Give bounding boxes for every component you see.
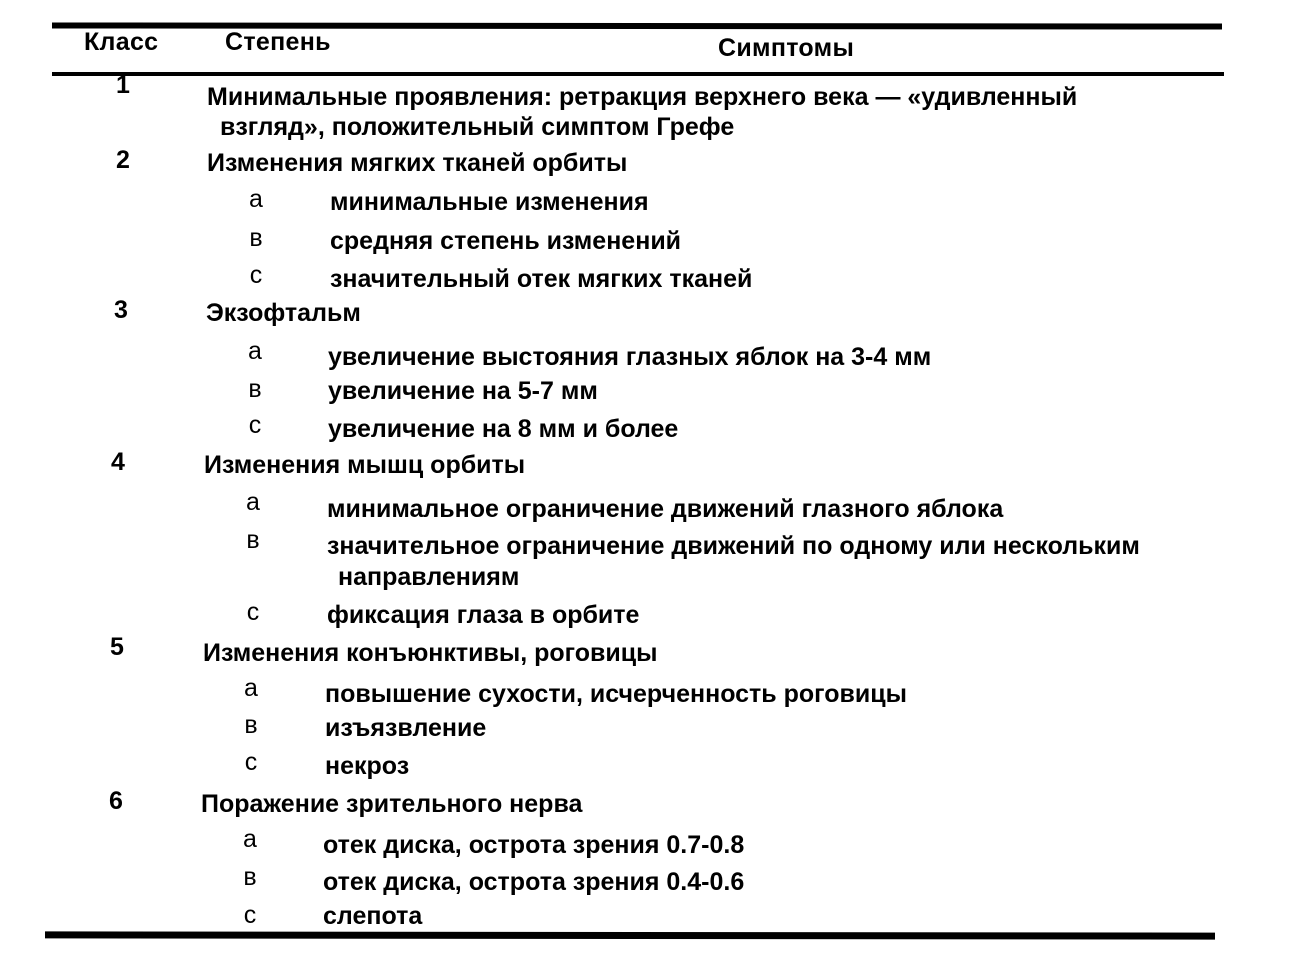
class-description: Изменения конъюнктивы, роговицы: [203, 639, 658, 667]
degree-description: слепота: [323, 902, 423, 930]
table-bottom-rule: [45, 931, 1215, 939]
degree-description: увеличение выстояния глазных яблок на 3-4 мм: [328, 343, 932, 371]
class-number: 5: [110, 633, 124, 661]
class-description: Поражение зрительного нерва: [201, 790, 583, 818]
degree-description: значительное ограничение движений по одному или нескольким: [327, 532, 1140, 560]
class-number: 4: [111, 448, 125, 476]
degree-letter: а: [244, 674, 258, 702]
degree-description: отек диска, острота зрения 0.4-0.6: [323, 868, 745, 896]
class-description: Изменения мышц орбиты: [204, 451, 526, 479]
degree-description: средняя степень изменений: [330, 227, 682, 255]
class-description: Минимальные проявления: ретракция верхнего века — «удивленный: [207, 83, 1078, 111]
class-number: 2: [116, 146, 130, 174]
degree-description: минимальное ограничение движений глазного яблока: [327, 495, 1004, 523]
table-header-rule: [52, 72, 1224, 76]
degree-letter: а: [243, 825, 257, 853]
class-description-continued: взгляд», положительный симптом Грефе: [220, 113, 735, 141]
degree-letter: в: [248, 375, 262, 403]
degree-letter: с: [248, 411, 262, 439]
degree-letter: с: [246, 598, 260, 626]
degree-letter: а: [249, 185, 263, 213]
degree-letter: в: [249, 224, 263, 252]
degree-description: минимальные изменения: [330, 188, 649, 216]
degree-description-continued: направлениям: [338, 563, 520, 591]
degree-letter: с: [243, 901, 257, 929]
degree-description: фиксация глаза в орбите: [327, 601, 640, 629]
degree-letter: в: [243, 863, 257, 891]
degree-description: отек диска, острота зрения 0.7-0.8: [323, 831, 745, 859]
degree-description: увеличение на 5-7 мм: [328, 377, 598, 405]
degree-letter: а: [248, 337, 262, 365]
header-symptoms: Симптомы: [718, 34, 855, 62]
class-number: 3: [114, 296, 128, 324]
degree-description: повышение сухости, исчерченность роговицы: [325, 680, 907, 708]
header-class: Класс: [84, 28, 159, 56]
degree-letter: с: [249, 261, 263, 289]
degree-letter: в: [246, 526, 260, 554]
degree-description: изъязвление: [325, 714, 487, 742]
class-description: Изменения мягких тканей орбиты: [207, 149, 628, 177]
class-number: 1: [116, 71, 130, 99]
degree-description: значительный отек мягких тканей: [330, 265, 753, 293]
class-number: 6: [109, 787, 123, 815]
header-degree: Степень: [225, 28, 331, 56]
degree-letter: а: [246, 488, 260, 516]
degree-letter: с: [244, 748, 258, 776]
degree-description: увеличение на 8 мм и более: [328, 415, 679, 443]
degree-letter: в: [244, 711, 258, 739]
degree-description: некроз: [325, 752, 410, 780]
class-description: Экзофтальм: [206, 299, 361, 327]
